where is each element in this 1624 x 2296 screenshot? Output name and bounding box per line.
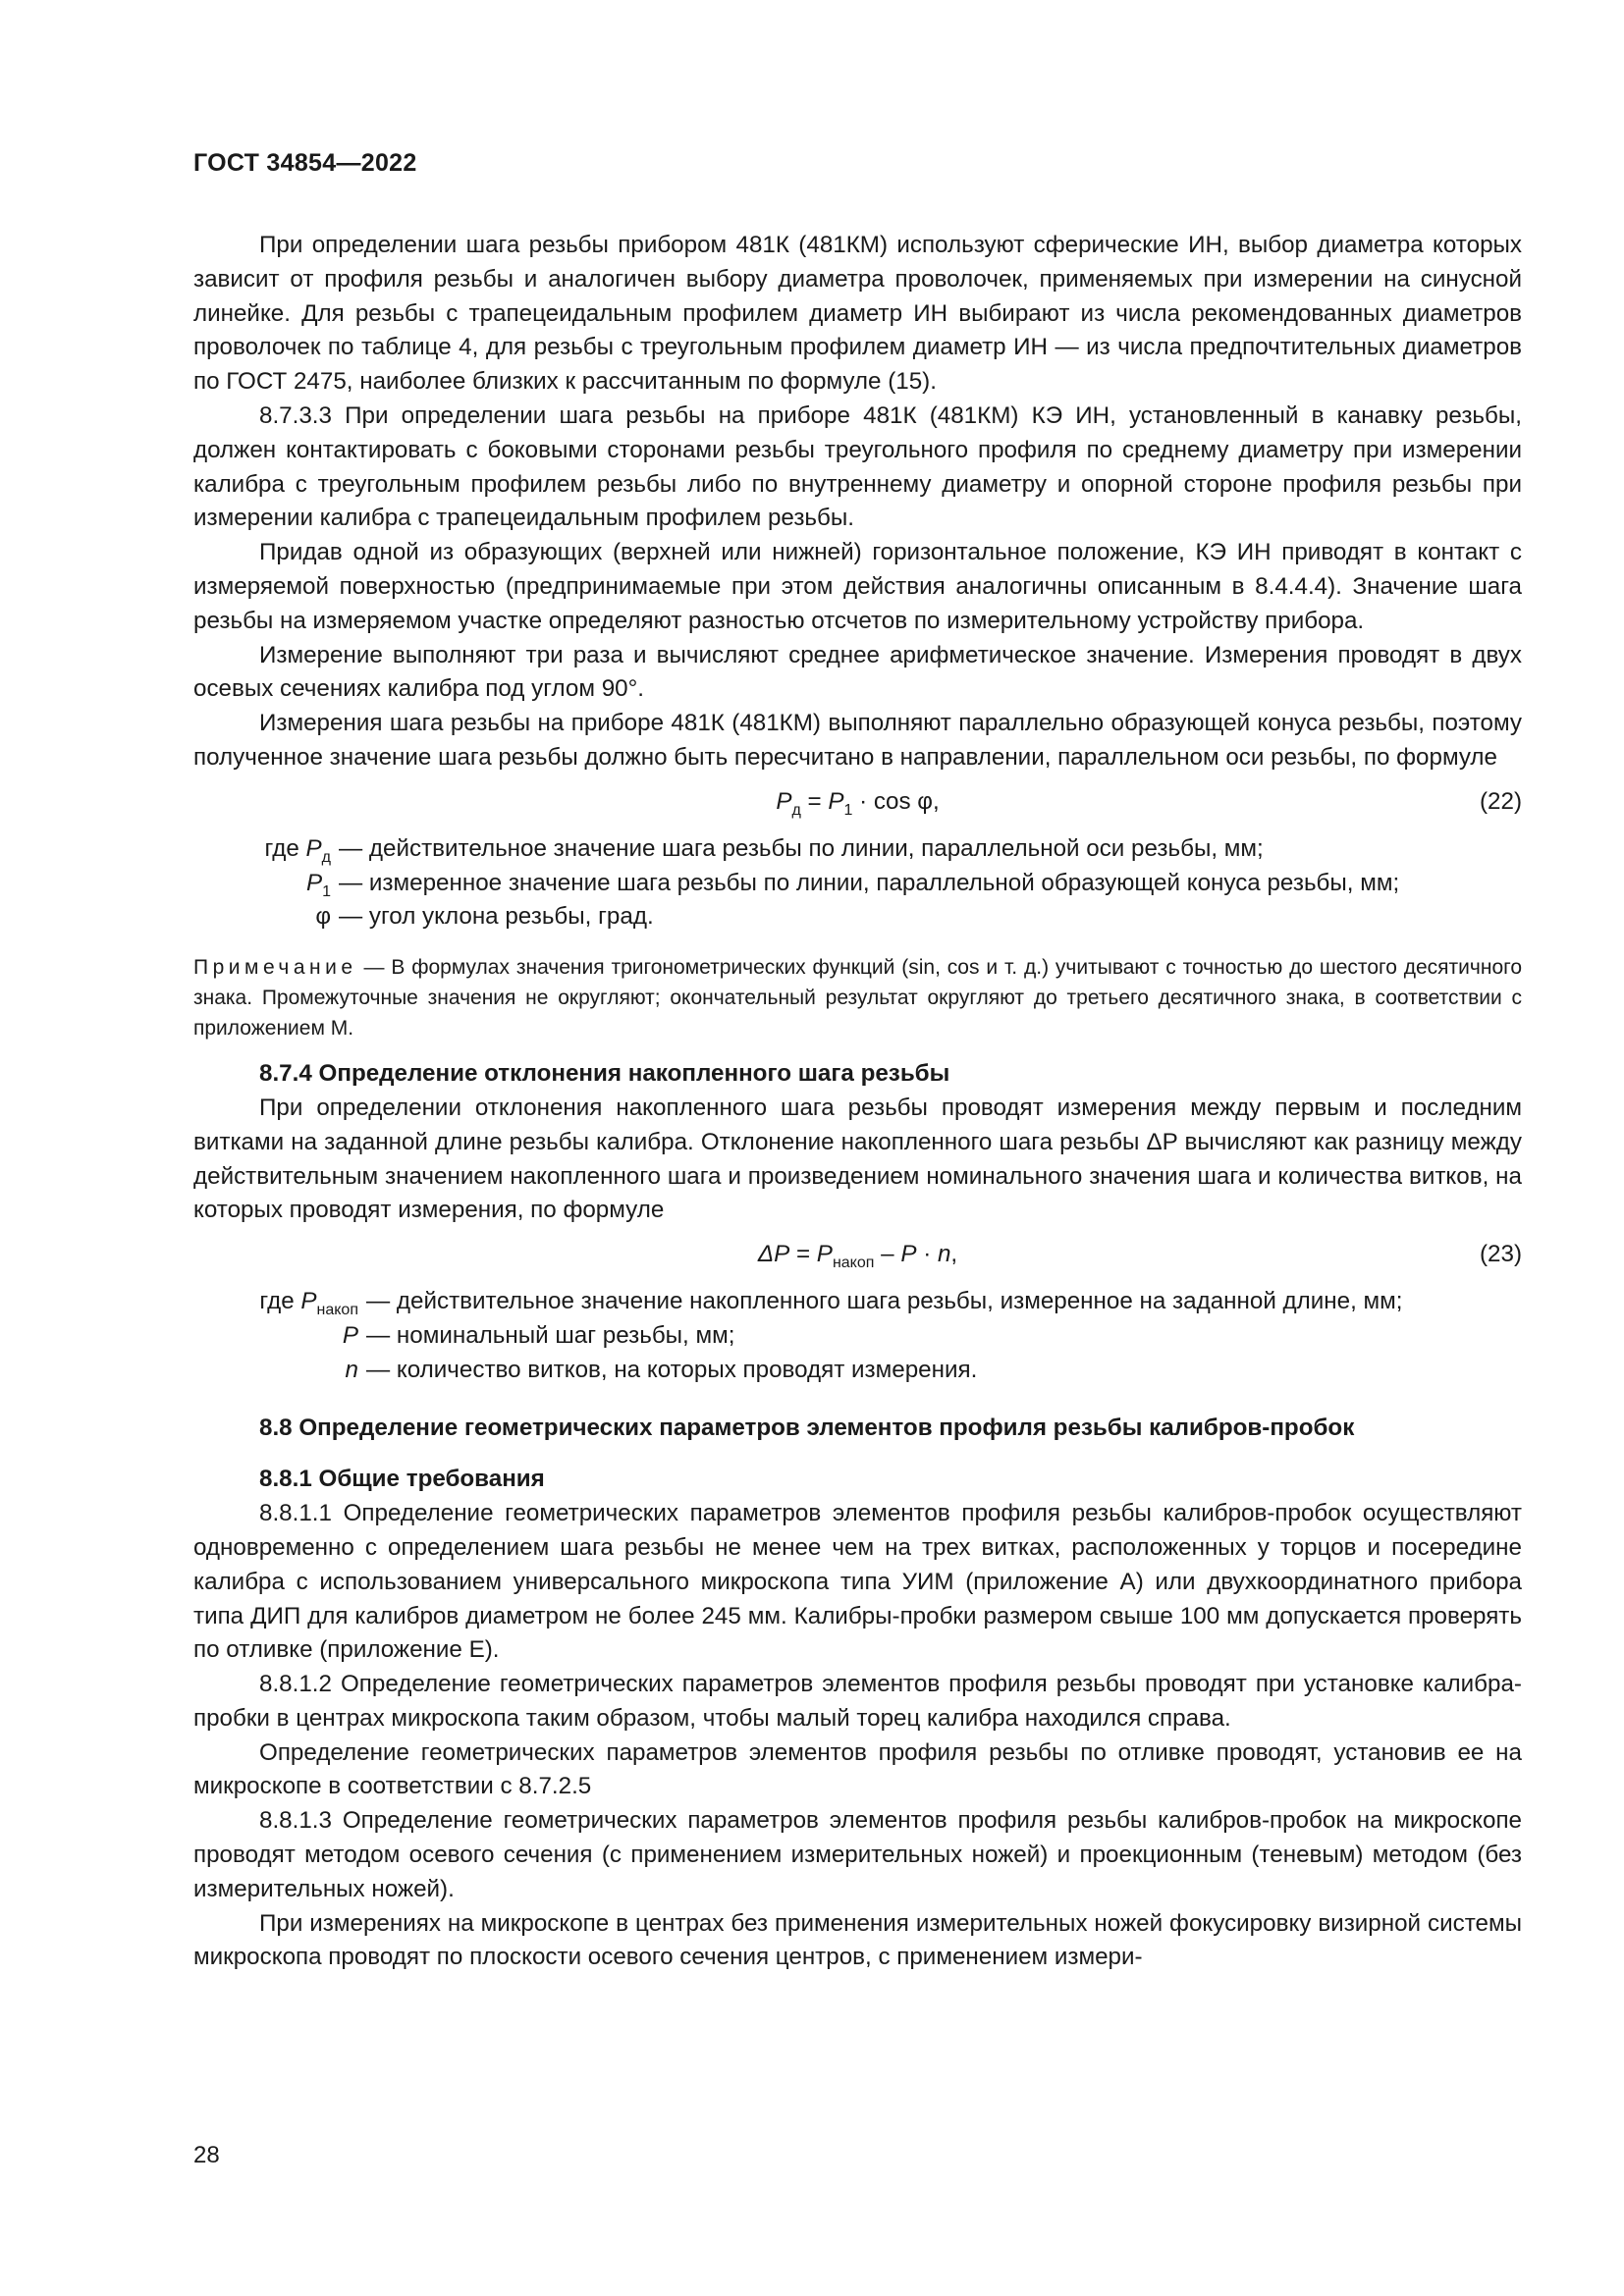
document-page — [193, 0, 1522, 2296]
paragraph: При определении шага резьбы прибором 481К (481КМ) используют сферические ИН, выбор диаметра которых зависит от профиля резьбы и аналогичен выбору диаметра проволочек, применяемых при измерении на синусной линейке. Для резьбы с трапецеидальным профилем диаметр ИН выбирают из числа рекомендованных диаметров проволочек по таблице 4, для резьбы с треугольным профилем диаметр ИН — из числа предпочтительных диаметров по ГОСТ 2475, наиболее близких к рассчитанным по формуле (15). — [193, 232, 1522, 396]
paragraph: Придав одной из образующих (верхней или нижней) горизонтальное положение, КЭ ИН приводят в контакт с измеряемой поверхностью (предпринимаемые при этом действия аналогичны описанным в 8.4.4.4). Значение шага резьбы на измеряемом участке определяют разностью отсчетов по измерительному устройству прибора. — [193, 539, 1522, 634]
paragraph: 8.8.1.1 Определение геометрических параметров элементов профиля резьбы калибров-пробок осуществляют одновременно с определением шага резьбы не менее чем на трех витках, расположенных у торцов и посередине калибра с использованием универсального микроскопа типа УИМ (приложение А) или двухкоординатного прибора типа ДИП для калибров диаметром не более 245 мм. Калибры-пробки размером свыше 100 мм допускается проверять по отливке (приложение Е). — [193, 1500, 1522, 1664]
formula-expression: $P_д = P_1 \cdot \cos \varphi$, — [776, 787, 940, 819]
variable-legend: где $P_д$ — действительное значение шага резьбы по линии, параллельной оси резьбы, мм; $P_1$ — измеренное значение шага резьбы по линии, параллельной образующей конуса резьбы, мм; φ — угол уклона резьбы, град. — [264, 834, 1400, 931]
paragraph: Измерения шага резьбы на приборе 481К (481КМ) выполняют параллельно образующей конуса резьбы, поэтому полученное значение шага резьбы должно быть пересчитано в направлении, параллельном оси резьбы, по формуле — [193, 710, 1522, 771]
formula-22 — [193, 779, 1522, 827]
section-heading-8-8: 8.8 Определение геометрических параметров элементов профиля резьбы калибров-пробок — [259, 1414, 1355, 1441]
formula-number: (22) — [1479, 787, 1522, 815]
running-header: ГОСТ 34854—2022 — [193, 149, 417, 177]
paragraph: 8.8.1.3 Определение геометрических параметров элементов профиля резьбы калибров-пробок на микроскопе проводят методом осевого сечения (с применением измерительных ножей) и проекционным (теневым) методом (без измерительных ножей). — [193, 1807, 1522, 1902]
document-body — [193, 229, 1522, 1975]
paragraph: Измерение выполняют три раза и вычисляют среднее арифметическое значение. Измерения проводят в двух осевых сечениях калибра под углом 90°. — [193, 641, 1522, 703]
paragraph: При определении отклонения накопленного шага резьбы проводят измерения между первым и последним витками на заданной длине резьбы калибра. Отклонение накопленного шага резьбы ΔP вычисляют как разницу между действительным значением накопленного шага и произведением номинального значения шага и количества витков, на которых проводят измерения, по формуле — [193, 1094, 1522, 1224]
note-label: Примечание — [193, 956, 357, 980]
paragraph: 8.7.3.3 При определении шага резьбы на приборе 481К (481КМ) КЭ ИН, установленный в канавку резьбы, должен контактировать с боковыми сторонами резьбы треугольного профиля по среднему диаметру при измерении калибра с треугольным профилем резьбы либо по внутреннему диаметру и опорной стороне профиля резьбы при измерении калибра с трапецеидальным профилем резьбы. — [193, 401, 1522, 532]
formula-23 — [193, 1232, 1522, 1279]
paragraph: При измерениях на микроскопе в центрах без применения измерительных ножей фокусировку визирной системы микроскопа проводят по плоскости осевого сечения центров, с применением измери- — [193, 1909, 1522, 1971]
note — [193, 952, 1522, 1043]
note-text: — В формулах значения тригонометрических функций (sin, cos и т. д.) учитывают с точностью до шестого десятичного знака. Промежуточные значения не округляют; окончательный результат округляют до третьего десятичного знака, в соответствии с приложением М. — [193, 956, 1522, 1041]
page-number: 28 — [193, 2142, 220, 2168]
variable-legend: где $P_{накоп}$ — действительное значение накопленного шага резьбы, измеренное на заданной длине, мм; P — номинальный шаг резьбы, мм; n — количество витков, на которых проводят измерения. — [259, 1288, 1403, 1383]
section-heading-8-7-4: 8.7.4 Определение отклонения накопленного шага резьбы — [259, 1060, 950, 1088]
paragraph: Определение геометрических параметров элементов профиля резьбы по отливке проводят, установив ее на микроскопе в соответствии с 8.7.2.5 — [193, 1738, 1522, 1800]
formula-expression: $\Delta P = P_{накоп} - P \cdot n$, — [757, 1241, 958, 1272]
formula-number: (23) — [1479, 1241, 1522, 1268]
section-heading-8-8-1: 8.8.1 Общие требования — [259, 1466, 545, 1493]
paragraph: 8.8.1.2 Определение геометрических параметров элементов профиля резьбы проводят при установке калибра-пробки в центрах микроскопа таким образом, чтобы малый торец калибра находился справа. — [193, 1671, 1522, 1732]
